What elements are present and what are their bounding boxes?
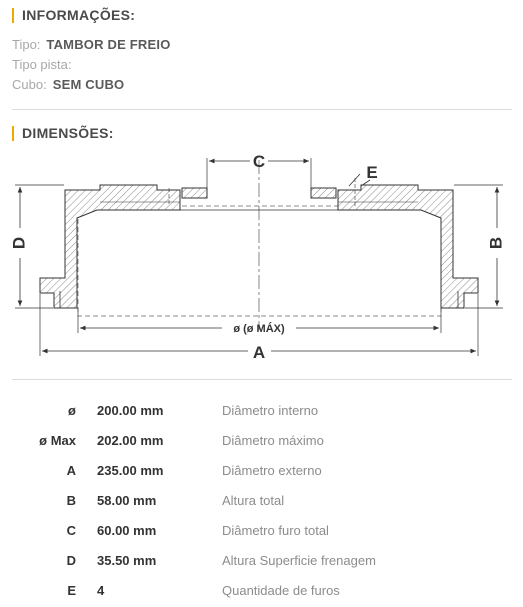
dimension-value: 58.00 mm [97, 493, 157, 508]
info-value: TAMBOR DE FREIO [46, 37, 171, 52]
dimension-row [0, 493, 523, 513]
dimensions-section-title [12, 125, 114, 141]
dimension-value: 235.00 mm [97, 463, 164, 478]
dimension-c-label: C [252, 152, 266, 171]
dimension-value: 4 [97, 583, 105, 598]
dimension-row [0, 403, 523, 423]
dimension-a-label: A [252, 343, 266, 362]
dimension-row [0, 523, 523, 543]
dimension-d-label: D [9, 236, 29, 250]
info-label: Cubo: [12, 77, 47, 92]
dimension-row [0, 463, 523, 483]
dimension-value: 35.50 mm [97, 553, 157, 568]
dimension-description: Altura total [222, 493, 285, 508]
hub-plate-right [311, 188, 336, 198]
dimension-symbol: D [66, 553, 76, 568]
drum-section-right [338, 185, 478, 308]
section-divider [12, 379, 512, 380]
dimension-description: Diâmetro máximo [222, 433, 324, 448]
dimension-row [0, 583, 523, 603]
dimension-b-label: B [486, 236, 506, 250]
info-row-tipo-pista [12, 57, 78, 72]
inner-diameter-outline [78, 206, 441, 316]
dimension-symbol: E [67, 583, 76, 598]
dimension-value: 202.00 mm [97, 433, 164, 448]
dimension-row [0, 433, 523, 453]
hub-plate-left [182, 188, 207, 198]
dimension-description: Quantidade de furos [222, 583, 340, 598]
dimension-dmax-label: ø (ø MÁX) [233, 323, 285, 335]
dimension-row [0, 553, 523, 573]
dimension-description: Diâmetro interno [222, 403, 319, 418]
accent-bar [12, 126, 14, 141]
info-value: SEM CUBO [52, 77, 125, 92]
dimensions-title-text: DIMENSÕES: [22, 125, 114, 141]
brake-drum-diagram [0, 148, 523, 368]
info-label: Tipo: [12, 37, 41, 52]
dimension-description: Diâmetro externo [222, 463, 322, 478]
dimension-description: Altura Superficie frenagem [222, 553, 376, 568]
dimension-symbol: B [66, 493, 76, 508]
dimension-symbol: ø Max [39, 433, 76, 448]
info-label: Tipo pista: [12, 57, 72, 72]
info-row-tipo [12, 37, 171, 52]
dimension-value: 60.00 mm [97, 523, 157, 538]
section-divider [12, 109, 512, 110]
drum-section-left [40, 185, 180, 308]
dimension-symbol: C [66, 523, 76, 538]
accent-bar [12, 8, 14, 23]
dimension-description: Diâmetro furo total [222, 523, 329, 538]
info-title-text: INFORMAÇÕES: [22, 7, 136, 23]
dimension-value: 200.00 mm [97, 403, 164, 418]
info-section-title [12, 7, 135, 23]
info-row-cubo [12, 77, 124, 92]
dimension-symbol: ø [68, 403, 76, 418]
dimension-symbol: A [66, 463, 76, 478]
dimension-e-label: E [366, 163, 378, 182]
